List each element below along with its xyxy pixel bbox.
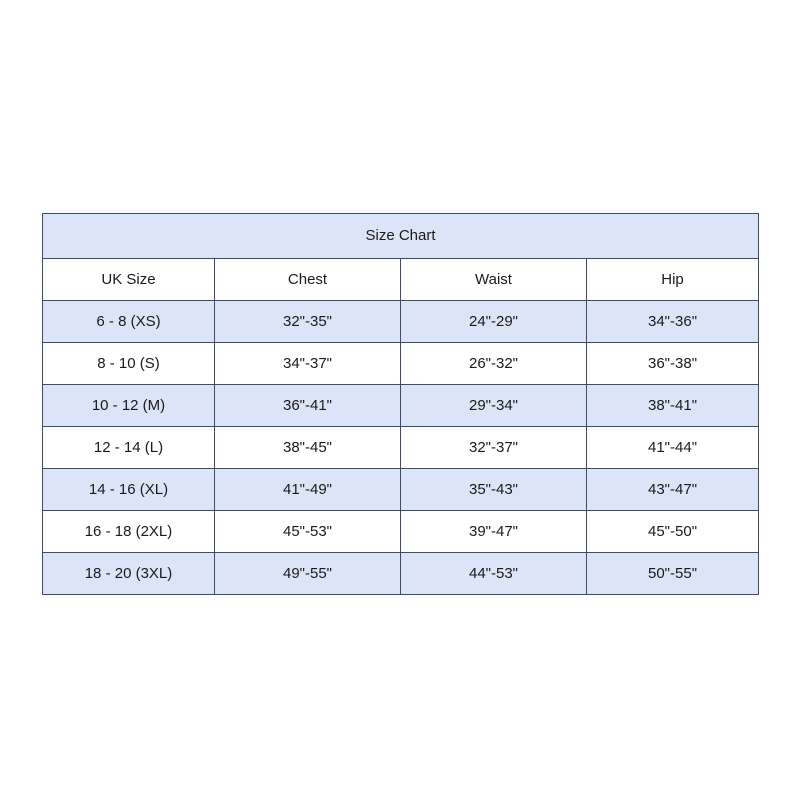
table-row — [43, 469, 759, 511]
cell-uk-size: 12 - 14 (L) — [43, 427, 215, 469]
cell-uk-size: 8 - 10 (S) — [43, 343, 215, 385]
cell-waist: 29"-34" — [401, 385, 587, 427]
table-title-row — [43, 214, 759, 259]
table-row — [43, 385, 759, 427]
cell-hip: 43"-47" — [587, 469, 759, 511]
cell-waist: 35"-43" — [401, 469, 587, 511]
table-header-row — [43, 259, 759, 301]
cell-hip: 38"-41" — [587, 385, 759, 427]
column-header-uk-size: UK Size — [43, 259, 215, 301]
cell-chest: 36"-41" — [215, 385, 401, 427]
size-chart-table — [42, 213, 759, 595]
cell-uk-size: 18 - 20 (3XL) — [43, 553, 215, 595]
table-row — [43, 301, 759, 343]
size-chart-container — [42, 213, 758, 595]
cell-hip: 45"-50" — [587, 511, 759, 553]
table-row — [43, 553, 759, 595]
cell-waist: 24"-29" — [401, 301, 587, 343]
cell-chest: 49"-55" — [215, 553, 401, 595]
cell-waist: 32"-37" — [401, 427, 587, 469]
column-header-hip: Hip — [587, 259, 759, 301]
table-row — [43, 511, 759, 553]
cell-waist: 39"-47" — [401, 511, 587, 553]
cell-hip: 41"-44" — [587, 427, 759, 469]
cell-waist: 26"-32" — [401, 343, 587, 385]
column-header-waist: Waist — [401, 259, 587, 301]
table-row — [43, 343, 759, 385]
cell-chest: 34"-37" — [215, 343, 401, 385]
cell-chest: 38"-45" — [215, 427, 401, 469]
cell-chest: 45"-53" — [215, 511, 401, 553]
cell-uk-size: 14 - 16 (XL) — [43, 469, 215, 511]
column-header-chest: Chest — [215, 259, 401, 301]
cell-uk-size: 6 - 8 (XS) — [43, 301, 215, 343]
chart-title: Size Chart — [43, 214, 759, 259]
cell-chest: 41"-49" — [215, 469, 401, 511]
cell-uk-size: 16 - 18 (2XL) — [43, 511, 215, 553]
cell-chest: 32"-35" — [215, 301, 401, 343]
cell-hip: 34"-36" — [587, 301, 759, 343]
cell-hip: 50"-55" — [587, 553, 759, 595]
cell-waist: 44"-53" — [401, 553, 587, 595]
cell-hip: 36"-38" — [587, 343, 759, 385]
cell-uk-size: 10 - 12 (M) — [43, 385, 215, 427]
table-row — [43, 427, 759, 469]
